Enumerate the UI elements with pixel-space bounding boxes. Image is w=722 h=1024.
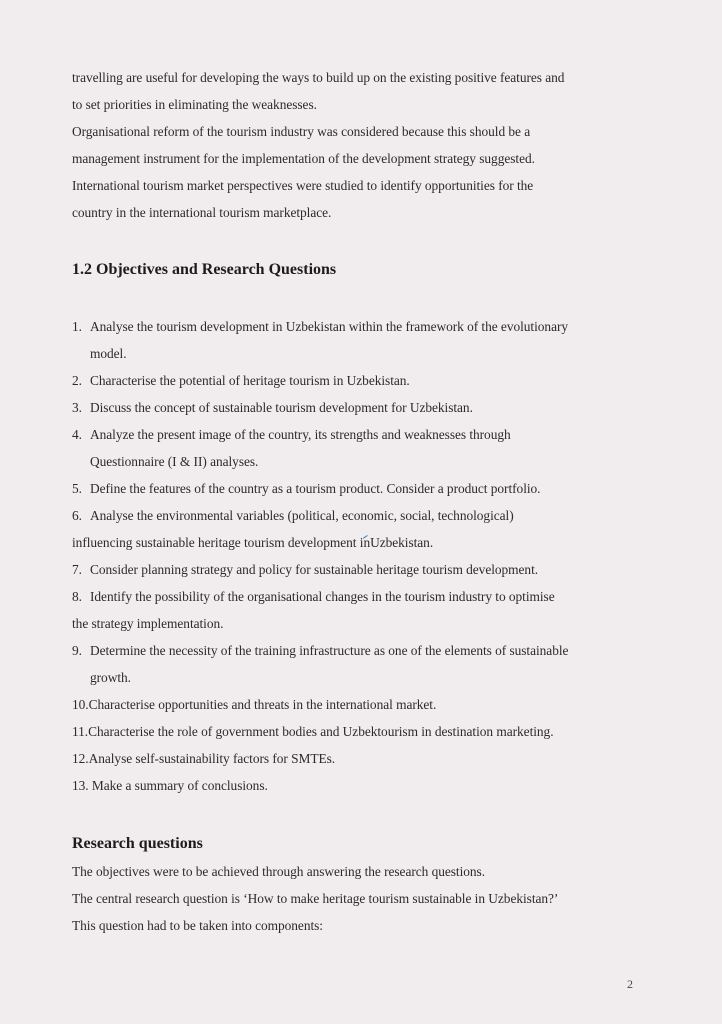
objective-item: [72, 750, 335, 768]
intro-line: management instrument for the implementation of the development strategy suggested.: [72, 151, 535, 166]
objective-number: 7.: [72, 562, 82, 577]
objective-item: [72, 507, 514, 525]
objective-number: 9.: [72, 643, 82, 658]
objective-continuation: model.: [90, 346, 127, 361]
objective-number: 13.: [72, 778, 89, 793]
research-questions-line: The central research question is ‘How to make heritage tourism sustainable in Uzbekistan?’: [72, 891, 559, 906]
objective-item: [72, 696, 436, 714]
objective-text: Characterise the role of government bodies and Uzbektourism in destination marketing.: [88, 724, 554, 739]
objective-item: [72, 399, 473, 417]
objective-number: 5.: [72, 481, 82, 496]
objective-text: Analyse self-sustainability factors for SMTEs.: [88, 751, 336, 766]
objective-item: [72, 723, 554, 741]
objective-item: [72, 642, 568, 660]
objective-number: 4.: [72, 427, 82, 442]
objective-text: Identify the possibility of the organisational changes in the tourism industry to optimise: [90, 589, 555, 604]
objective-number: 12.: [72, 751, 89, 766]
objective-number: 3.: [72, 400, 82, 415]
page-number: 2: [627, 977, 633, 991]
objective-continuation: Questionnaire (I & II) analyses.: [90, 454, 259, 469]
objective-number: 6.: [72, 508, 82, 523]
intro-line: International tourism market perspectives were studied to identify opportunities for the: [72, 178, 534, 193]
research-questions-line: The objectives were to be achieved through answering the research questions.: [72, 864, 486, 879]
section-heading: 1.2 Objectives and Research Questions: [72, 261, 337, 278]
objective-item: [72, 426, 511, 444]
objective-continuation-text: Uzbekistan.: [370, 535, 434, 550]
intro-line: travelling are useful for developing the ways to build up on the existing positive features and: [72, 70, 565, 85]
objective-continuation: growth.: [90, 670, 131, 685]
objective-continuation: [72, 534, 433, 552]
objective-text: Characterise the potential of heritage tourism in Uzbekistan.: [90, 373, 410, 388]
objective-item: [72, 480, 540, 498]
objective-item: [72, 372, 410, 390]
intro-line: to set priorities in eliminating the weaknesses.: [72, 97, 317, 112]
objective-number: 2.: [72, 373, 82, 388]
objective-text: Analyse the environmental variables (political, economic, social, technological): [90, 508, 514, 523]
objective-text: Determine the necessity of the training infrastructure as one of the elements of sustainable: [90, 643, 569, 658]
objective-continuation-text: influencing sustainable heritage tourism development in: [72, 535, 371, 550]
intro-line: Organisational reform of the tourism industry was considered because this should be a: [72, 124, 531, 139]
objective-item: [72, 561, 538, 579]
objective-text: Discuss the concept of sustainable tourism development for Uzbekistan.: [90, 400, 473, 415]
objective-number: 8.: [72, 589, 82, 604]
objective-text: Characterise opportunities and threats in the international market.: [88, 697, 437, 712]
objective-number: 1.: [72, 319, 82, 334]
intro-line: country in the international tourism marketplace.: [72, 205, 332, 220]
objective-item: [72, 777, 268, 795]
research-questions-heading: Research questions: [72, 835, 203, 852]
objective-text: Make a summary of conclusions.: [88, 778, 268, 793]
objective-text: Analyze the present image of the country, its strengths and weaknesses through: [90, 427, 511, 442]
objective-number: 10.: [72, 697, 89, 712]
research-questions-line: This question had to be taken into components:: [72, 918, 323, 933]
objective-text: Analyse the tourism development in Uzbekistan within the framework of the evolutionary: [90, 319, 569, 334]
objective-item: [72, 318, 568, 336]
objective-continuation: the strategy implementation.: [72, 616, 224, 631]
objective-text: Consider planning strategy and policy for sustainable heritage tourism development.: [90, 562, 539, 577]
objective-item: [72, 588, 555, 606]
objective-text: Define the features of the country as a tourism product. Consider a product portfolio.: [90, 481, 541, 496]
objective-number: 11.: [72, 724, 89, 739]
